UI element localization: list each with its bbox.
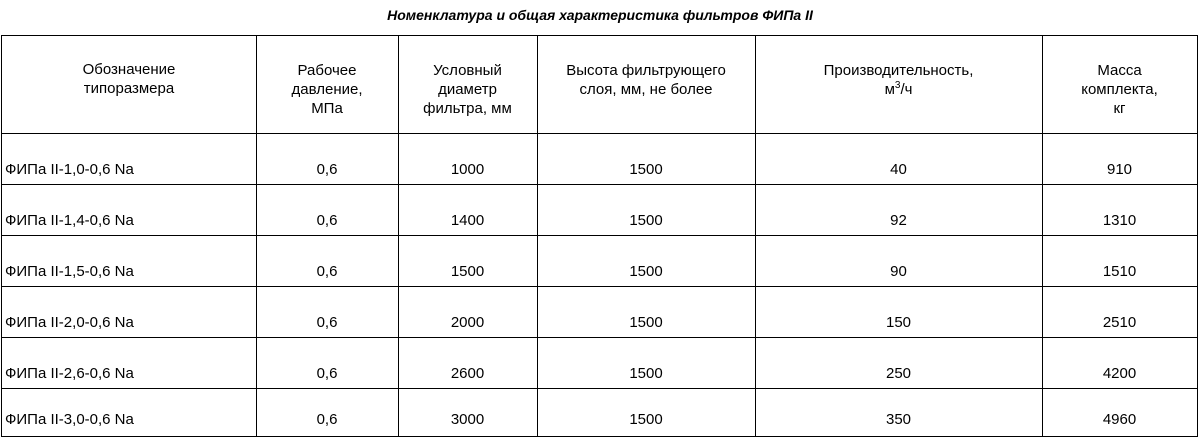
cell-designation: ФИПа II-1,4-0,6 Na: [5, 212, 134, 229]
cell-diameter: 1000: [450, 161, 485, 178]
cell-capacity: 90: [890, 263, 907, 280]
cell-mass: 4960: [1102, 411, 1137, 428]
cell-mass: 4200: [1102, 365, 1137, 382]
header-line: МПа: [311, 100, 343, 117]
cell-layer-height: 1500: [629, 365, 663, 382]
header-diameter: [398, 36, 537, 133]
header-line: комплекта,: [1081, 81, 1158, 98]
cell-designation: ФИПа II-3,0-0,6 Na: [5, 411, 134, 428]
cell-mass: 1310: [1102, 212, 1137, 229]
table-header: [2, 36, 1198, 134]
cell-pressure: 0,6: [316, 314, 338, 331]
header-line: Высота фильтрующего: [566, 62, 726, 79]
table-row: [2, 236, 1198, 287]
cell-diameter: 1400: [450, 212, 485, 229]
cell-layer-height: 1500: [629, 411, 663, 428]
unit-superscript: 3: [894, 80, 901, 91]
header-mass: [1042, 36, 1197, 133]
filters-table: [1, 35, 1198, 437]
cell-pressure: 0,6: [316, 161, 338, 178]
table-row: [2, 185, 1198, 236]
unit-base: м: [884, 81, 895, 98]
cell-capacity: 92: [890, 212, 907, 229]
cell-designation: ФИПа II-1,0-0,6 Na: [5, 161, 134, 178]
header-line: типоразмера: [83, 80, 175, 97]
cell-pressure: 0,6: [316, 212, 338, 229]
cell-mass: 1510: [1102, 263, 1137, 280]
cell-mass: 2510: [1102, 314, 1137, 331]
cell-designation: ФИПа II-1,5-0,6 Na: [5, 263, 134, 280]
cell-layer-height: 1500: [629, 263, 663, 280]
header-line: слоя, мм, не более: [579, 81, 713, 98]
cell-capacity: 40: [890, 161, 907, 178]
header-line: кг: [1113, 100, 1126, 117]
header-line: давление,: [291, 81, 363, 98]
cell-capacity: 250: [885, 365, 912, 382]
cell-capacity: 150: [885, 314, 912, 331]
header-line: Условный: [433, 62, 502, 79]
cell-diameter: 1500: [450, 263, 485, 280]
header-layer-height: [537, 36, 755, 133]
header-line: Производительность,: [823, 62, 974, 79]
header-line: фильтра, мм: [423, 100, 512, 117]
cell-pressure: 0,6: [316, 365, 338, 382]
header-unit: [755, 80, 1042, 99]
cell-mass: 910: [1106, 161, 1133, 178]
header-line: диаметр: [438, 81, 497, 98]
table-title: Номенклатура и общая характеристика фильтров ФИПа II: [387, 7, 813, 23]
header-line: Масса: [1097, 62, 1142, 79]
cell-pressure: 0,6: [316, 411, 338, 428]
cell-diameter: 3000: [450, 411, 485, 428]
cell-diameter: 2600: [450, 365, 485, 382]
table-row: [2, 389, 1198, 437]
table-row: [2, 338, 1198, 389]
cell-designation: ФИПа II-2,0-0,6 Na: [5, 314, 134, 331]
cell-diameter: 2000: [450, 314, 485, 331]
unit-rest: /ч: [900, 81, 913, 98]
table-row: [2, 287, 1198, 338]
table-row: [2, 134, 1198, 185]
header-capacity: [755, 36, 1042, 133]
cell-designation: ФИПа II-2,6-0,6 Na: [5, 365, 134, 382]
cell-layer-height: 1500: [629, 161, 663, 178]
header-pressure: [256, 36, 398, 133]
cell-pressure: 0,6: [316, 263, 338, 280]
header-line: Рабочее: [297, 62, 357, 79]
cell-capacity: 350: [885, 411, 912, 428]
cell-layer-height: 1500: [629, 314, 663, 331]
header-line: Обозначение: [82, 61, 176, 78]
header-designation: [2, 36, 256, 133]
cell-layer-height: 1500: [629, 212, 663, 229]
